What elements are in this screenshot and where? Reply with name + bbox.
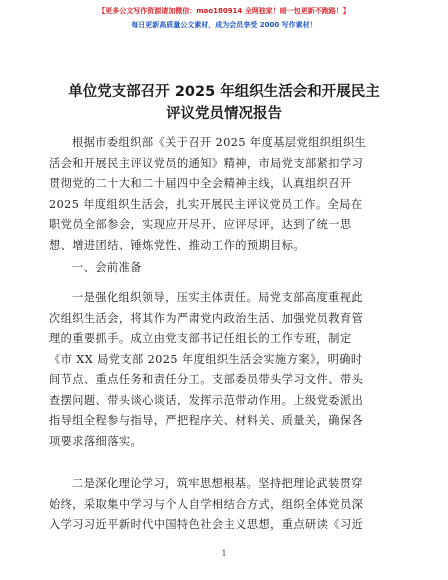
section-heading bbox=[49, 258, 402, 279]
body-paragraph-leadership bbox=[49, 288, 402, 452]
paragraph-line: 根据市委组织部《关于召开 2025 年度基层党组织组织生 bbox=[72, 136, 367, 149]
body-paragraph-theory bbox=[49, 474, 402, 536]
paragraph-line: 入学习习近平新时代中国特色社会主义思想，重点研读《习近 bbox=[49, 518, 364, 531]
document-title-line-2: 评议党员情况报告 bbox=[166, 106, 282, 122]
paragraph-line: 《市 XX 局党支部 2025 年度组织生活会实施方案》，明确时 bbox=[49, 352, 363, 366]
paragraph-line: 次组织生活会，将其作为严肃党内政治生活、加强党员教育管 bbox=[49, 311, 364, 325]
paragraph-line: 项要求落细落实。 bbox=[49, 434, 143, 448]
page-number: 1 bbox=[221, 549, 227, 558]
promo-banner-line-1: 【更多公文写作资源请加微信：mao180914 全网独家！暗一包更新不跑路！】 bbox=[98, 7, 350, 15]
paragraph-line: 活会和开展民主评议党员的通知》精神，市局党支部紧扣学习 bbox=[49, 156, 364, 170]
intro-paragraph bbox=[49, 133, 402, 256]
paragraph-line: 贯彻党的二十大和二十届四中全会精神主线，认真组织召开 bbox=[49, 177, 352, 190]
paragraph-line: 间节点、重点任务和责任分工。支部委员带头学习文件、带头 bbox=[49, 373, 364, 386]
paragraph-line: 始终，采取集中学习与个人自学相结合方式，组织全体党员深 bbox=[49, 497, 364, 511]
paragraph-line: 职党员全部参会，实现应开尽开、应评尽评，达到了统一思 bbox=[49, 218, 352, 231]
paragraph-line: 二是深化理论学习，筑牢思想根基。坚持把理论武装贯穿 bbox=[72, 477, 363, 490]
paragraph-line: 一是强化组织领导，压实主体责任。局党支部高度重视此 bbox=[72, 291, 363, 304]
paragraph-line: 指导组全程参与指导，严把程序关、材料关、质量关，确保各 bbox=[49, 414, 364, 427]
document-title-line-1: 单位党支部召开 2025 年组织生活会和开展民主 bbox=[68, 84, 380, 100]
paragraph-line: 查摆问题、带头谈心谈话，发挥示范带动作用。上级党委派出 bbox=[49, 393, 364, 407]
paragraph-line: 想、增进团结、锤炼党性、推动工作的预期目标。 bbox=[49, 238, 306, 252]
paragraph-line: 理的重要抓手。成立由党支部书记任组长的工作专班，制定 bbox=[49, 332, 352, 345]
section-heading-text: 一、会前准备 bbox=[72, 261, 142, 274]
promo-banner-line-2: 每日更新高质量公文素材，成为会员享受 2000 写作素材！ bbox=[131, 21, 317, 29]
paragraph-line: 2025 年度组织生活会，扎实开展民主评议党员工作。全局在 bbox=[49, 197, 363, 211]
